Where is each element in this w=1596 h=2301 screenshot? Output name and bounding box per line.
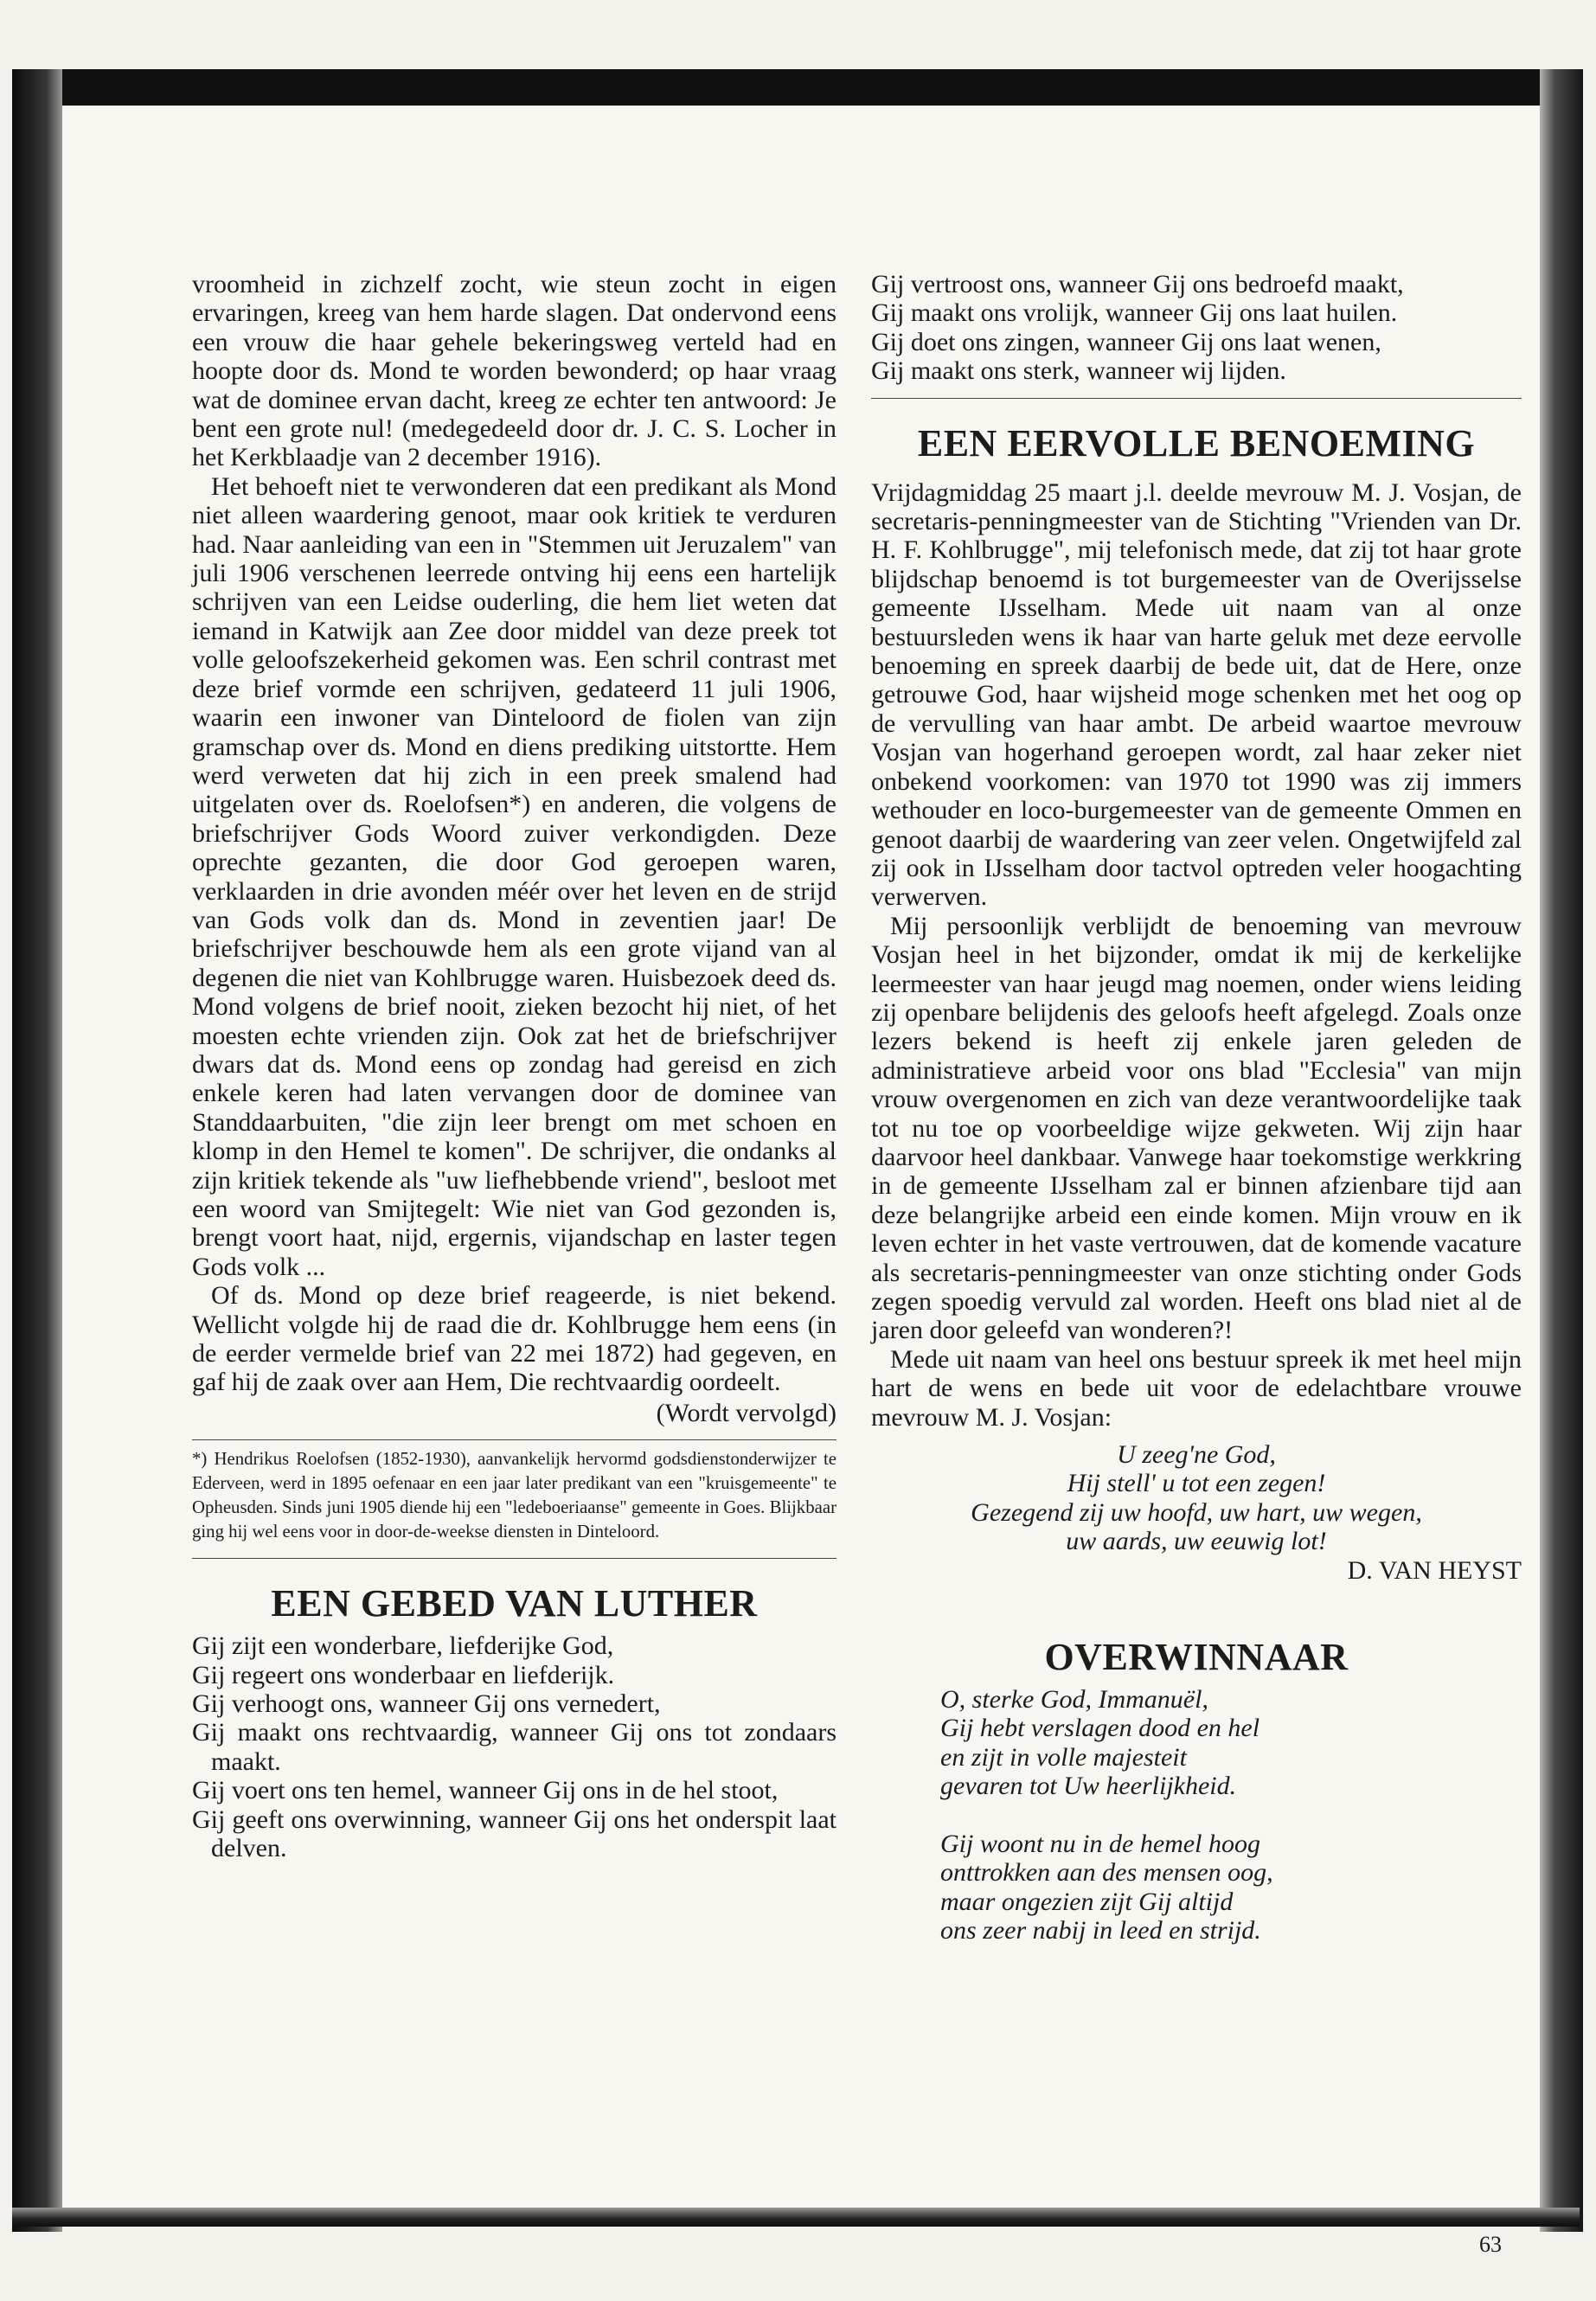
left-column [192, 270, 836, 1863]
prayer-line: Gij maakt ons vrolijk, wanneer Gij ons laat huilen. [871, 298, 1398, 328]
article-paragraph: Het behoeft niet te verwonderen dat een predikant als Mond niet alleen waardering genoot, maar ook kritiek te verduren had. Naar aanleiding van een in "Stemmen uit Jeruzalem" van juli 1906 verschenen leerrede ontving hij eens een hartelijk schrijven van een Leidse ouderling, die hem liet weten dat iemand in Katwijk aan Zee door middel van deze preek tot volle geloofszekerheid gekomen was. Een schril contrast met deze brief vormde een schrijven, gedateerd 11 juli 1906, waarin een inwoner van Dinteloord de fiolen van zijn gramschap over ds. Mond en diens prediking uitstortte. Hem werd verweten dat hij zich in een preek smalend had uitgelaten over ds. Roelofsen*) en anderen, die volgens de briefschrijver Gods Woord zuiver verkondigden. Deze oprechte gezanten, die door God geroepen waren, verklaarden in drie avonden méér over het leven en de strijd van Gods volk dan ds. Mond in zeventien jaar! De briefschrijver beschouwde hem als een grote vijand van al degenen die niet van Kohlbrugge waren. Huisbezoek deed ds. Mond volgens de brief nooit, zieken bezocht hij niet, of het moesten echte vrienden zijn. Ook zat het de briefschrijver dwars dat ds. Mond eens op zondag had gereisd en zich enkele keren had laten vervangen door de dominee van Standdaarbuiten, "die zijn leer brengt om met schoen en klomp in den Hemel te komen". De schrijver, die ondanks al zijn kritiek tekende als "uw liefhebbende vriend", besloot met een woord van Smijtegelt: Wie niet van God gezonden is, brengt voort haat, nijd, ergernis, vijandschap en laster tegen Gods volk ... [192, 471, 836, 1281]
right-column [871, 270, 1522, 1945]
poem-line: uw aards, uw eeuwig lot! [1066, 1527, 1327, 1556]
scan-bottom-edge [12, 2208, 1580, 2227]
luther-prayer [192, 1631, 836, 1862]
poem-line: maar ongezien zijt Gij altijd [940, 1887, 1234, 1916]
prayer-line: Gij maakt ons rechtvaardig, wanneer Gij ons tot zondaars maakt. [192, 1718, 836, 1776]
poem-line: onttrokken aan des mensen oog, [940, 1858, 1273, 1888]
poem-line: O, sterke God, Immanuël, [940, 1685, 1208, 1715]
overwinnaar-stanza-2 [871, 1830, 1522, 1945]
page-number: 63 [1479, 2232, 1502, 2257]
book-edge-shadow [1540, 69, 1583, 2232]
overwinnaar-title: OVERWINNAAR [1044, 1636, 1349, 1679]
poem-line: gevaren tot Uw heerlijkheid. [940, 1772, 1237, 1801]
article-paragraph: Vrijdagmiddag 25 maart j.l. deelde mevrouw M. J. Vosjan, de secretaris-penningmeester van de Stichting "Vrienden van Dr. H. F. Kohlbrugge", mij telefonisch mede, dat zij tot haar grote blijdschap benoemd is tot burgemeester van de Overijsselse gemeente IJsselham. Mede uit naam van al onze bestuursleden wens ik haar van harte geluk met deze eervolle benoeming en spreek daarbij de bede uit, dat de Here, onze getrouwe God, haar wijsheid moge schenken met het oog op de vervulling van haar ambt. De arbeid waartoe mevrouw Vosjan van hogerhand geroepen wordt, zal haar zeker niet onbekend voorkomen: van 1970 tot 1990 was zij immers wethouder en loco-burgemeester van de gemeente Ommen en genoot daarbij de waardering van zeer velen. Ongetwijfeld zal zij ook in IJsselham door tactvol optreden veler hoogachting verwerven. [871, 478, 1522, 912]
magazine-page [62, 106, 1540, 2257]
poem-line: Gezegend zij uw hoofd, uw hart, uw wegen, [971, 1497, 1422, 1527]
article-paragraph: Mij persoonlijk verblijdt de benoeming van mevrouw Vosjan heel in het bijzonder, omdat ik mij de kerkelijke leermeester van haar jeugd mag noemen, onder wiens leiding zij openbare belijdenis des geloofs heeft afgelegd. Zoals onze lezers bekend is heeft zij enkele jaren geleden de administratieve arbeid voor ons blad "Ecclesia" van mijn vrouw overgenomen en zich van deze verantwoordelijke taak tot nu toe op voorbeeldige wijze gekweten. Wij zijn haar daarvoor heel dankbaar. Vanwege haar toekomstige werkkring in de gemeente IJsselham zal er binnen afzienbare tijd aan deze belangrijke arbeid een einde komen. Mijn vrouw en ik leven echter in het vaste vertrouwen, dat de komende vacature als secretaris-penningmeester van onze stichting onder Gods zegen spoedig vervuld zal worden. Heeft ons blad niet al de jaren door geleefd van wonderen?! [871, 911, 1522, 1345]
prayer-line: Gij zijt een wonderbare, liefderijke God, [192, 1631, 614, 1661]
luther-title: EEN GEBED VAN LUTHER [271, 1582, 758, 1625]
prayer-line: Gij geeft ons overwinning, wanneer Gij ons het onderspit laat delven. [192, 1804, 836, 1863]
continued-note: (Wordt vervolgd) [656, 1398, 836, 1427]
poem-line: ons zeer nabij in leed en strijd. [940, 1915, 1261, 1945]
signature: D. VAN HEYST [1347, 1555, 1522, 1585]
prayer-line: Gij vertroost ons, wanneer Gij ons bedroefd maakt, [871, 270, 1404, 298]
benoeming-title: EEN EERVOLLE BENOEMING [917, 421, 1476, 465]
prayer-line: Gij maakt ons sterk, wanneer wij lijden. [871, 356, 1286, 386]
prayer-line: Gij voert ons ten hemel, wanneer Gij ons in de hel stoot, [192, 1776, 779, 1805]
poem-line: Gij woont nu in de hemel hoog [940, 1829, 1260, 1858]
section-divider [192, 1558, 836, 1559]
article-paragraph: Mede uit naam van heel ons bestuur spreek ik met heel mijn hart de wens en bede uit voor de edelachtbare vrouwe mevrouw M. J. Vosjan: [871, 1344, 1522, 1432]
article-paragraph: Of ds. Mond op deze brief reageerde, is niet bekend. Wellicht volgde hij de raad die dr. Kohlbrugge hem eens (in de eerder vermelde brief van 22 mei 1872) had gegeven, en gaf hij de zaak over aan Hem, Die rechtvaardig oordeelt. [192, 1281, 836, 1397]
luther-prayer-continued [871, 270, 1522, 386]
footnote: *) Hendrikus Roelofsen (1852-1930), aanvankelijk hervormd godsdienstonderwijzer te Ederveen, werd in 1895 oefenaar en een jaar later predikant van een "kruisgemeente" te Opheusden. Sinds juni 1905 diende hij een "ledeboeriaanse" gemeente in Goes. Blijkbaar ging hij wel eens voor in door-de-weekse diensten in Dinteloord. [192, 1449, 836, 1542]
book-spine-shadow [12, 69, 62, 2232]
blessing-poem [871, 1440, 1522, 1556]
overwinnaar-stanza-1 [871, 1685, 1522, 1801]
footnote-divider [192, 1439, 836, 1440]
prayer-line: Gij doet ons zingen, wanneer Gij ons laat wenen, [871, 327, 1381, 356]
scan-top-edge [12, 69, 1580, 106]
section-divider [871, 398, 1522, 399]
poem-line: en zijt in volle majesteit [940, 1742, 1187, 1772]
poem-line: U zeeg'ne God, [1117, 1440, 1276, 1470]
prayer-line: Gij verhoogt ons, wanneer Gij ons vernedert, [192, 1689, 661, 1719]
poem-line: Hij stell' u tot een zegen! [1067, 1469, 1326, 1498]
article-paragraph: vroomheid in zichzelf zocht, wie steun zocht in eigen ervaringen, kreeg van hem harde slagen. Dat ondervond eens een vrouw die haar gehele bekeringsweg verteld had en hoopte door ds. Mond te worden bewonderd; op haar vraag wat de dominee ervan dacht, kreeg ze echter ten antwoord: Je bent een grote nul! (medegedeeld door dr. J. C. S. Locher in het Kerkblaadje van 2 december 1916). [192, 270, 836, 472]
prayer-line: Gij regeert ons wonderbaar en liefderijk. [192, 1660, 615, 1689]
poem-line: Gij hebt verslagen dood en hel [940, 1714, 1260, 1743]
